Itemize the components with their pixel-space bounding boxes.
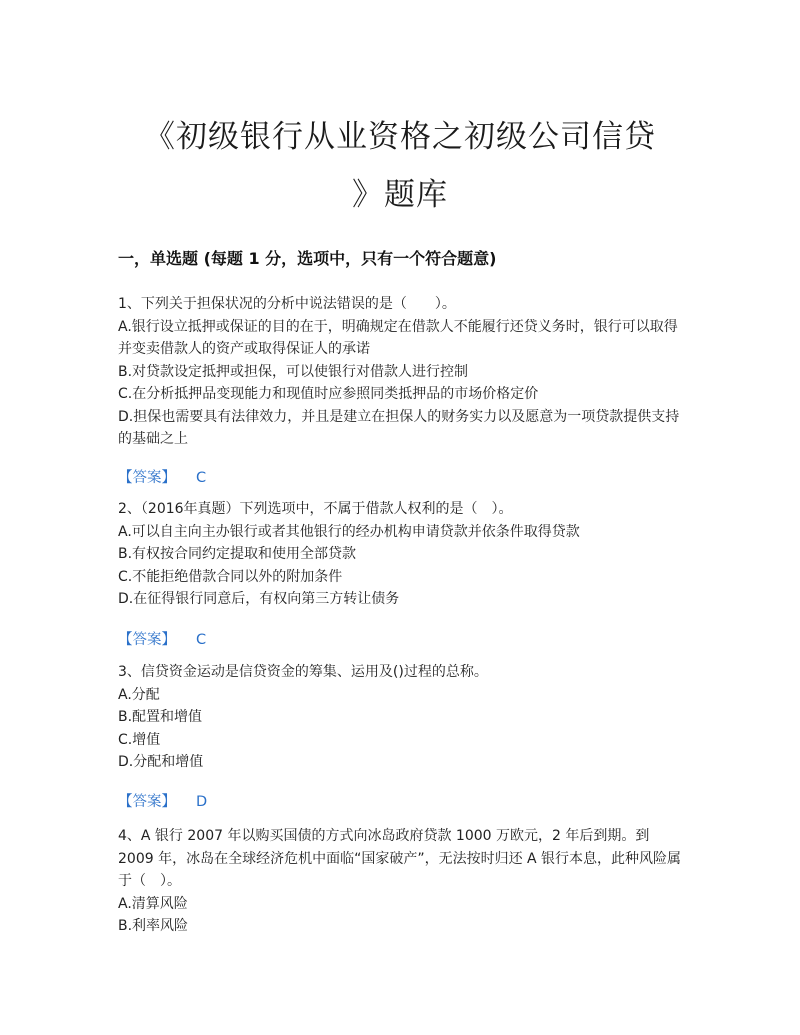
option-b: B.配置和增值 [118, 709, 203, 725]
question-stem: 4、A 银行 2007 年以购买国债的方式向冰岛政府贷款 1000 万欧元，2 年后到期。到 2009 年，冰岛在全球经济危机中面临“国家破产”，无法按时归还 A 银行本息，此种风险属于（ ）。 [118, 828, 682, 889]
option-c: C.增值 [118, 731, 161, 748]
option-d: D.在征得银行同意后，有权向第三方转让债务 [118, 591, 400, 607]
answer-label: 【答案】 [118, 794, 176, 810]
option-b: B.对贷款设定抵押或担保，可以使银行对借款人进行控制 [118, 363, 469, 380]
option-c: C.不能拒绝借款合同以外的附加条件 [118, 568, 343, 585]
title-line-1: 《初级银行从业资格之初级公司信贷 [144, 119, 656, 155]
answer-value: D [196, 794, 208, 810]
answer-value: C [196, 470, 207, 486]
question-4 [118, 825, 683, 938]
answer-1 [118, 466, 206, 487]
option-c: C.在分析抵押品变现能力和现值时应参照同类抵押品的市场价格定价 [118, 386, 539, 402]
question-2 [118, 498, 683, 611]
option-a: A.可以自主向主办银行或者其他银行的经办机构申请贷款并依条件取得贷款 [118, 523, 580, 540]
answer-3 [118, 790, 207, 811]
answer-value: C [196, 632, 207, 648]
option-a: A.银行设立抵押或保证的目的在于，明确规定在借款人不能履行还贷义务时，银行可以取得并变卖借款人的资产或取得保证人的承诺 [118, 318, 678, 357]
question-stem: 3、信贷资金运动是信贷资金的筹集、运用及()过程的总称。 [118, 664, 488, 680]
option-a: A.清算风险 [118, 895, 188, 912]
answer-label: 【答案】 [118, 632, 176, 648]
option-b: B.有权按合同约定提取和使用全部贷款 [118, 546, 357, 562]
title-line-2: 》题库 [352, 177, 448, 213]
answer-label: 【答案】 [118, 470, 176, 486]
question-3 [118, 661, 683, 774]
question-stem: 1、下列关于担保状况的分析中说法错误的是（ ）。 [118, 296, 456, 312]
section-heading: 一，单选题 (每题 1 分，选项中，只有一个符合题意) [118, 249, 497, 268]
option-a: A.分配 [118, 686, 160, 703]
option-d: D.分配和增值 [118, 754, 204, 770]
answer-2 [118, 628, 206, 649]
option-b: B.利率风险 [118, 918, 189, 934]
question-stem: 2、（2016年真题）下列选项中，不属于借款人权利的是（ ）。 [118, 501, 513, 517]
question-1 [118, 293, 683, 451]
option-d: D.担保也需要具有法律效力，并且是建立在担保人的财务实力以及愿意为一项贷款提供支持的基础之上 [118, 408, 680, 447]
document-title [100, 108, 700, 224]
